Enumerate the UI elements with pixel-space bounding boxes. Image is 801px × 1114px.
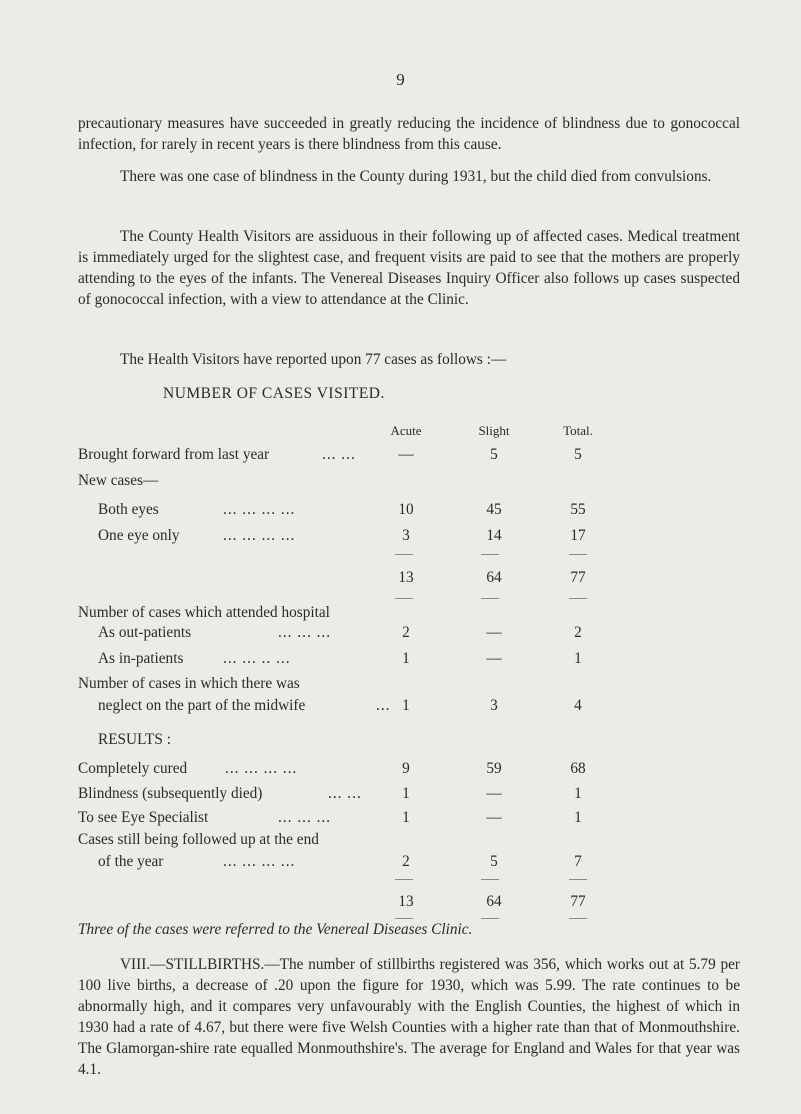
sum-rule bbox=[569, 598, 587, 599]
sum-rule bbox=[481, 554, 499, 555]
row-label: Blindness (subsequently died) bbox=[78, 785, 263, 802]
footnote-referred-cases: Three of the cases were referred to the Venereal Diseases Clinic. bbox=[78, 921, 473, 938]
paragraph-stillbirths: VIII.—STILLBIRTHS.—The number of stillbirths registered was 356, which works out at 5.79 per 100 live births, a decrease of .20 upon the figure for 1930, which was 5.99. The rate continues to be abnormally high, and it compares very unfavourably with the English Counties, the highest of which in 1930 had a rate of 4.67, but there were five Welsh Counties with a higher rate than that of Monmouthshire. The Glamorgan-shire rate equalled Monmouthshire's. The average for England and Wales for that year was 4.1. bbox=[78, 956, 740, 1078]
sum-rule bbox=[569, 554, 587, 555]
row-label: RESULTS : bbox=[98, 731, 171, 748]
cell-total: 1 bbox=[574, 785, 582, 802]
leader-dots: ... ... bbox=[328, 785, 362, 802]
cell-acute: 1 bbox=[402, 809, 410, 826]
column-header-slight: Slight bbox=[478, 423, 510, 438]
column-header-total: Total. bbox=[563, 423, 593, 438]
cell-acute: — bbox=[398, 446, 414, 463]
row-label: Number of cases in which there was bbox=[78, 675, 300, 692]
table-row-subtotal bbox=[78, 569, 768, 589]
cell-acute: 10 bbox=[398, 501, 414, 518]
cell-total: 17 bbox=[570, 527, 586, 544]
paragraph-blindness-case: There was one case of blindness in the County during 1931, but the child died from convulsions. bbox=[120, 168, 712, 185]
cell-slight: 14 bbox=[486, 527, 502, 544]
leader-dots: ... ... ... ... bbox=[223, 501, 296, 518]
cell-slight: — bbox=[486, 809, 502, 826]
cell-total: 7 bbox=[574, 853, 582, 870]
cell-acute: 1 bbox=[402, 650, 410, 667]
cell-total: 55 bbox=[570, 501, 586, 518]
row-label: of the year bbox=[98, 853, 164, 870]
table-row-out-patients bbox=[78, 624, 768, 644]
leader-dots: ... bbox=[376, 697, 391, 714]
cell-slight: 3 bbox=[490, 697, 498, 714]
cell-slight: 64 bbox=[486, 893, 502, 910]
sum-rule bbox=[395, 554, 413, 555]
cell-total: 1 bbox=[574, 650, 582, 667]
row-label: One eye only bbox=[98, 527, 180, 544]
leader-dots: ... ... ... bbox=[278, 624, 332, 641]
leader-dots: ... ... ... ... bbox=[225, 760, 298, 777]
cell-slight: 5 bbox=[490, 446, 498, 463]
cell-acute: 13 bbox=[398, 893, 414, 910]
table-row-still-followed bbox=[78, 831, 768, 851]
page-number: 9 bbox=[396, 70, 405, 89]
column-header-acute: Acute bbox=[390, 423, 422, 438]
cell-acute: 2 bbox=[402, 624, 410, 641]
table-row-in-patients bbox=[78, 650, 768, 670]
cell-acute: 3 bbox=[402, 527, 410, 544]
cell-acute: 1 bbox=[402, 697, 410, 714]
row-label: Brought forward from last year bbox=[78, 446, 270, 463]
cell-slight: — bbox=[486, 785, 502, 802]
leader-dots: ... ... .. ... bbox=[223, 650, 291, 667]
cell-total: 77 bbox=[570, 893, 586, 910]
row-label: As out-patients bbox=[98, 624, 192, 641]
row-label: New cases— bbox=[78, 472, 159, 489]
cell-total: 2 bbox=[574, 624, 582, 641]
cell-slight: 64 bbox=[486, 569, 502, 586]
cell-total: 77 bbox=[570, 569, 586, 586]
column-header-row bbox=[78, 423, 768, 443]
table-row-total bbox=[78, 893, 768, 913]
paragraph-reported-cases: The Health Visitors have reported upon 77 cases as follows :— bbox=[120, 351, 507, 368]
sum-rule bbox=[481, 879, 499, 880]
cell-acute: 9 bbox=[402, 760, 410, 777]
table-row-blindness bbox=[78, 785, 768, 805]
cell-total: 68 bbox=[570, 760, 586, 777]
table-row-brought-forward bbox=[78, 446, 768, 466]
table-row-neglect bbox=[78, 697, 768, 717]
cell-slight: 59 bbox=[486, 760, 502, 777]
table-row-new-cases bbox=[78, 472, 768, 492]
sum-rule bbox=[395, 598, 413, 599]
cell-slight: 45 bbox=[486, 501, 502, 518]
sum-rule bbox=[481, 598, 499, 599]
cell-slight: — bbox=[486, 624, 502, 641]
table-row-of-the-year bbox=[78, 853, 768, 873]
row-label: Completely cured bbox=[78, 760, 188, 777]
leader-dots: ... ... ... bbox=[278, 809, 332, 826]
cell-total: 1 bbox=[574, 809, 582, 826]
row-label: To see Eye Specialist bbox=[78, 809, 209, 826]
paragraph-health-visitors: The County Health Visitors are assiduous in their following up of affected cases. Medical treatment is immediately urged for the slightest case, and frequent visits are paid to see that the mothers are properly attending to the eyes of the infants. The Venereal Diseases Inquiry Officer also follows up cases suspected of gonococcal infection, with a view to attendance at the Clinic. bbox=[78, 228, 740, 308]
cell-acute: 1 bbox=[402, 785, 410, 802]
table-row-both-eyes bbox=[78, 501, 768, 521]
table-row-neglect-heading bbox=[78, 675, 768, 695]
cell-slight: 5 bbox=[490, 853, 498, 870]
leader-dots: ... ... ... ... bbox=[223, 853, 296, 870]
leader-dots: ... ... bbox=[322, 446, 356, 463]
leader-dots: ... ... ... ... bbox=[223, 527, 296, 544]
row-label: As in-patients bbox=[98, 650, 184, 667]
paragraph-ophthalmia-intro: precautionary measures have succeeded in greatly reducing the incidence of blindness due to gonococcal infection, for rarely in recent years is there blindness from this cause. bbox=[78, 115, 740, 153]
table-heading: NUMBER OF CASES VISITED. bbox=[163, 385, 385, 402]
row-label: neglect on the part of the midwife bbox=[98, 697, 306, 714]
cell-total: 4 bbox=[574, 697, 582, 714]
row-label: Number of cases which attended hospital bbox=[78, 604, 330, 621]
row-label: Both eyes bbox=[98, 501, 159, 518]
cell-acute: 2 bbox=[402, 853, 410, 870]
table-row-results-heading bbox=[78, 731, 768, 751]
table-row-cured bbox=[78, 760, 768, 780]
cell-acute: 13 bbox=[398, 569, 414, 586]
sum-rule bbox=[395, 879, 413, 880]
cell-slight: — bbox=[486, 650, 502, 667]
cell-total: 5 bbox=[574, 446, 582, 463]
table-row-one-eye bbox=[78, 527, 768, 547]
sum-rule bbox=[569, 879, 587, 880]
table-row-specialist bbox=[78, 809, 768, 829]
row-label: Cases still being followed up at the end bbox=[78, 831, 319, 848]
table-row-hospital-heading bbox=[78, 604, 768, 624]
